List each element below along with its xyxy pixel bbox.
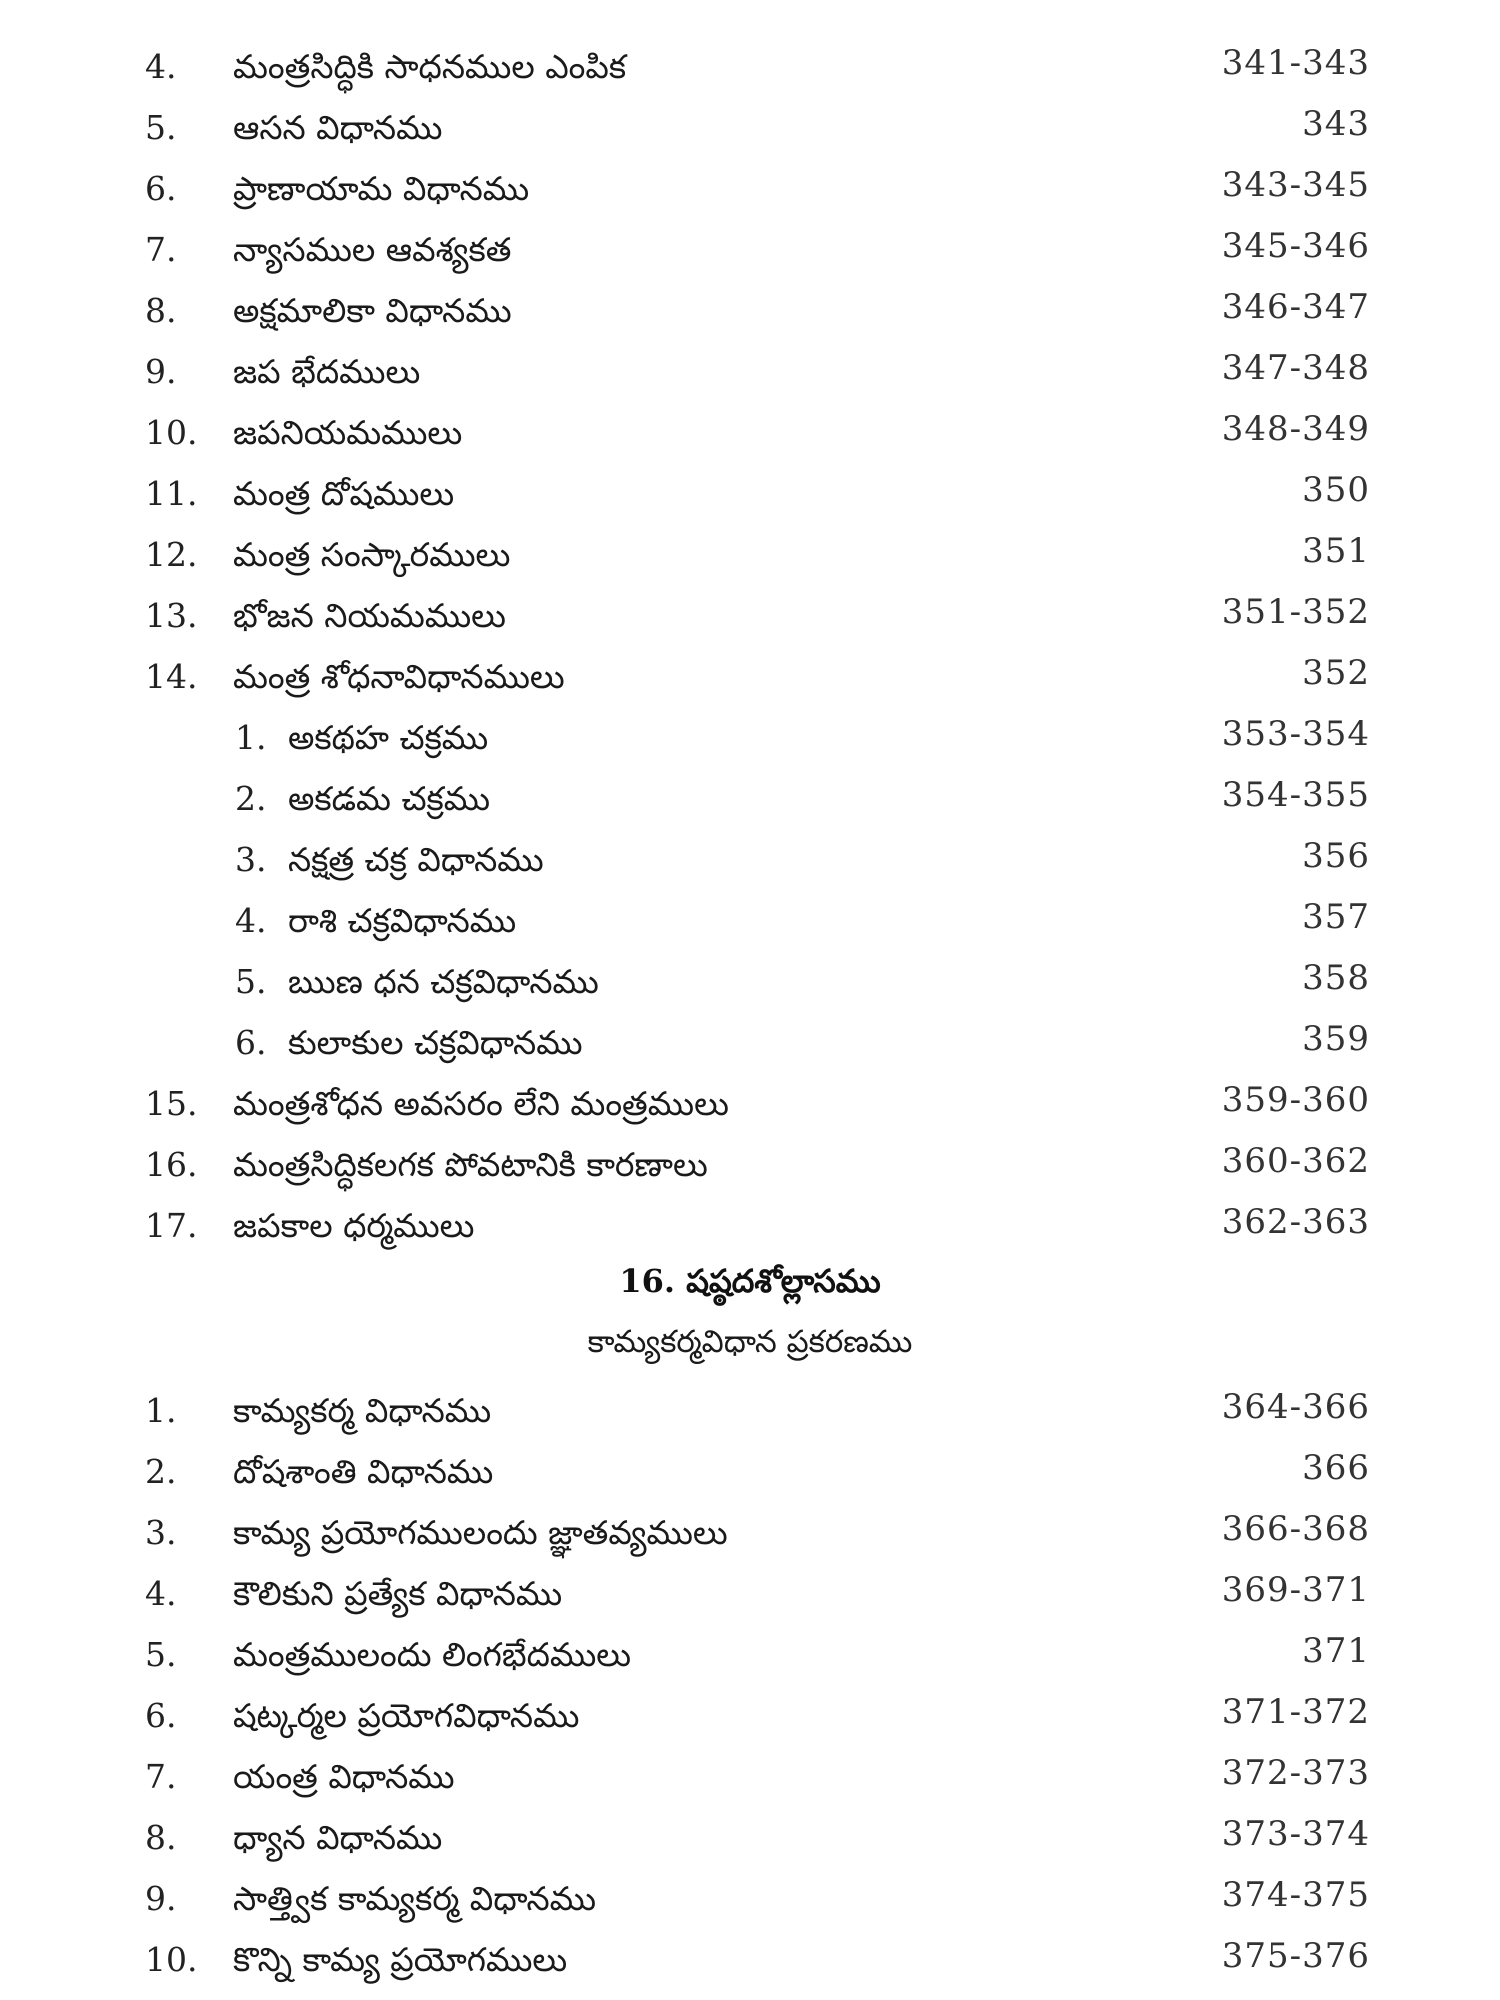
entry-number: 10. bbox=[145, 1940, 198, 1979]
toc-entry bbox=[145, 1441, 1370, 1502]
entry-title: అక్షమాలికా విధానము bbox=[233, 291, 512, 330]
toc-entry bbox=[145, 646, 1370, 707]
entry-title: జప భేదములు bbox=[233, 352, 421, 391]
entry-title: సాత్త్విక కామ్యకర్మ విధానము bbox=[233, 1879, 596, 1918]
entry-number: 13. bbox=[145, 596, 198, 635]
entry-title: షట్కర్మల ప్రయోగవిధానము bbox=[233, 1696, 580, 1735]
entry-number: 2. bbox=[145, 1452, 177, 1491]
subentry-number: 6. bbox=[235, 1023, 267, 1062]
toc-entry bbox=[145, 280, 1370, 341]
entry-title: జపకాల ధర్మములు bbox=[233, 1206, 475, 1245]
entry-number: 5. bbox=[145, 108, 177, 147]
subentry-pages: 357 bbox=[1302, 897, 1370, 937]
toc-entry bbox=[145, 1502, 1370, 1563]
subentry-title: నక్షత్ర చక్ర విధానము bbox=[288, 840, 544, 879]
toc-entry bbox=[145, 1563, 1370, 1624]
toc-entry bbox=[145, 1807, 1370, 1868]
entry-pages: 360-362 bbox=[1221, 1141, 1370, 1181]
subentry-title: ఋణ ధన చక్రవిధానము bbox=[288, 962, 599, 1001]
entry-title: న్యాసముల ఆవశ్యకత bbox=[233, 230, 512, 269]
toc-entry bbox=[145, 1746, 1370, 1807]
subentry-title: అకడమ చక్రము bbox=[288, 779, 491, 818]
toc-entry bbox=[145, 36, 1370, 97]
entry-pages: 374-375 bbox=[1221, 1875, 1370, 1915]
entry-title: కౌలికుని ప్రత్యేక విధానము bbox=[233, 1574, 563, 1613]
entry-number: 6. bbox=[145, 1696, 177, 1735]
entry-number: 14. bbox=[145, 657, 198, 696]
entry-title: దోషశాంతి విధానము bbox=[233, 1452, 494, 1491]
entry-number: 8. bbox=[145, 291, 177, 330]
entry-pages: 372-373 bbox=[1221, 1753, 1370, 1793]
entry-pages: 375-376 bbox=[1221, 1936, 1370, 1976]
toc-entry bbox=[145, 1380, 1370, 1441]
subentry-pages: 356 bbox=[1302, 836, 1370, 876]
entry-pages: 366 bbox=[1302, 1448, 1370, 1488]
entry-pages: 369-371 bbox=[1221, 1570, 1370, 1610]
section-subheading: కామ్యకర్మవిధాన ప్రకరణము bbox=[587, 1324, 913, 1360]
section-number: 16. bbox=[619, 1262, 675, 1300]
entry-title: యంత్ర విధానము bbox=[233, 1757, 455, 1796]
entry-title: మంత్ర శోధనావిధానములు bbox=[233, 657, 565, 696]
entry-number: 1. bbox=[145, 1391, 177, 1430]
toc-subentry bbox=[145, 890, 1370, 951]
toc-entry bbox=[145, 524, 1370, 585]
entry-pages: 351-352 bbox=[1221, 592, 1370, 632]
section-heading bbox=[0, 1262, 1500, 1308]
entry-title: కొన్ని కామ్య ప్రయోగములు bbox=[233, 1940, 568, 1979]
subentry-number: 5. bbox=[235, 962, 267, 1001]
toc-entry bbox=[145, 463, 1370, 524]
entry-number: 10. bbox=[145, 413, 198, 452]
toc-entry bbox=[145, 341, 1370, 402]
toc-subentry bbox=[145, 1012, 1370, 1073]
entry-title: మంత్రసిద్ధికలగక పోవటానికి కారణాలు bbox=[233, 1145, 708, 1184]
entry-number: 4. bbox=[145, 1574, 177, 1613]
toc-entry bbox=[145, 97, 1370, 158]
entry-pages: 352 bbox=[1302, 653, 1370, 693]
entry-pages: 350 bbox=[1302, 470, 1370, 510]
entry-title: కామ్యకర్మ విధానము bbox=[233, 1391, 492, 1430]
subentry-title: అకథహ చక్రము bbox=[288, 718, 489, 757]
entry-title: భోజన నియమములు bbox=[233, 596, 506, 635]
toc-entry bbox=[145, 1134, 1370, 1195]
toc-entry bbox=[145, 1868, 1370, 1929]
entry-title: మంత్రశోధన అవసరం లేని మంత్రములు bbox=[233, 1084, 729, 1123]
entry-pages: 364-366 bbox=[1221, 1387, 1370, 1427]
toc-entry bbox=[145, 158, 1370, 219]
subentry-pages: 359 bbox=[1302, 1019, 1370, 1059]
entry-number: 9. bbox=[145, 352, 177, 391]
entry-number: 16. bbox=[145, 1145, 198, 1184]
entry-number: 5. bbox=[145, 1635, 177, 1674]
entry-title: మంత్రసిద్ధికి సాధనముల ఎంపిక bbox=[233, 47, 627, 86]
toc-entry bbox=[145, 1929, 1370, 1990]
entry-title: మంత్రములందు లింగభేదములు bbox=[233, 1635, 632, 1674]
toc-subentry bbox=[145, 768, 1370, 829]
subentry-number: 1. bbox=[235, 718, 267, 757]
subentry-number: 4. bbox=[235, 901, 267, 940]
entry-number: 12. bbox=[145, 535, 198, 574]
entry-number: 11. bbox=[145, 474, 198, 513]
entry-pages: 366-368 bbox=[1221, 1509, 1370, 1549]
entry-number: 3. bbox=[145, 1513, 177, 1552]
entry-pages: 371 bbox=[1302, 1631, 1370, 1671]
entry-title: ఆసన విధానము bbox=[233, 108, 443, 147]
subentry-number: 2. bbox=[235, 779, 267, 818]
toc-entry bbox=[145, 402, 1370, 463]
entry-number: 4. bbox=[145, 47, 177, 86]
entry-pages: 371-372 bbox=[1221, 1692, 1370, 1732]
toc-entry bbox=[145, 219, 1370, 280]
entry-pages: 345-346 bbox=[1221, 226, 1370, 266]
section15-toc-list bbox=[145, 36, 1370, 1256]
entry-title: జపనియమములు bbox=[233, 413, 463, 452]
entry-pages: 343-345 bbox=[1221, 165, 1370, 205]
entry-title: కామ్య ప్రయోగములందు జ్ఞాతవ్యములు bbox=[233, 1513, 728, 1552]
section-title: షష్ఠదశోల్లాసము bbox=[686, 1262, 881, 1300]
subentry-pages: 353-354 bbox=[1221, 714, 1370, 754]
section16-toc-list bbox=[145, 1380, 1370, 1990]
entry-pages: 347-348 bbox=[1221, 348, 1370, 388]
toc-entry bbox=[145, 1685, 1370, 1746]
entry-number: 17. bbox=[145, 1206, 198, 1245]
entry-pages: 351 bbox=[1302, 531, 1370, 571]
toc-entry bbox=[145, 1624, 1370, 1685]
entry-title: మంత్ర దోషములు bbox=[233, 474, 455, 513]
entry-pages: 362-363 bbox=[1221, 1202, 1370, 1242]
toc-subentry bbox=[145, 707, 1370, 768]
subentry-number: 3. bbox=[235, 840, 267, 879]
subentry-pages: 354-355 bbox=[1221, 775, 1370, 815]
toc-entry bbox=[145, 1195, 1370, 1256]
toc-entry bbox=[145, 1073, 1370, 1134]
entry-title: ధ్యాన విధానము bbox=[233, 1818, 443, 1857]
entry-number: 8. bbox=[145, 1818, 177, 1857]
entry-title: ప్రాణాయామ విధానము bbox=[233, 169, 530, 208]
entry-number: 7. bbox=[145, 1757, 177, 1796]
entry-number: 7. bbox=[145, 230, 177, 269]
toc-entry bbox=[145, 585, 1370, 646]
entry-pages: 343 bbox=[1302, 104, 1370, 144]
entry-pages: 341-343 bbox=[1221, 43, 1370, 83]
toc-subentry bbox=[145, 951, 1370, 1012]
entry-number: 6. bbox=[145, 169, 177, 208]
subentry-title: కులాకుల చక్రవిధానము bbox=[288, 1023, 583, 1062]
entry-number: 15. bbox=[145, 1084, 198, 1123]
subentry-title: రాశి చక్రవిధానము bbox=[288, 901, 517, 940]
toc-subentry bbox=[145, 829, 1370, 890]
entry-pages: 348-349 bbox=[1221, 409, 1370, 449]
subentry-pages: 358 bbox=[1302, 958, 1370, 998]
entry-pages: 373-374 bbox=[1221, 1814, 1370, 1854]
entry-pages: 346-347 bbox=[1221, 287, 1370, 327]
entry-pages: 359-360 bbox=[1221, 1080, 1370, 1120]
entry-number: 9. bbox=[145, 1879, 177, 1918]
entry-title: మంత్ర సంస్కారములు bbox=[233, 535, 511, 574]
